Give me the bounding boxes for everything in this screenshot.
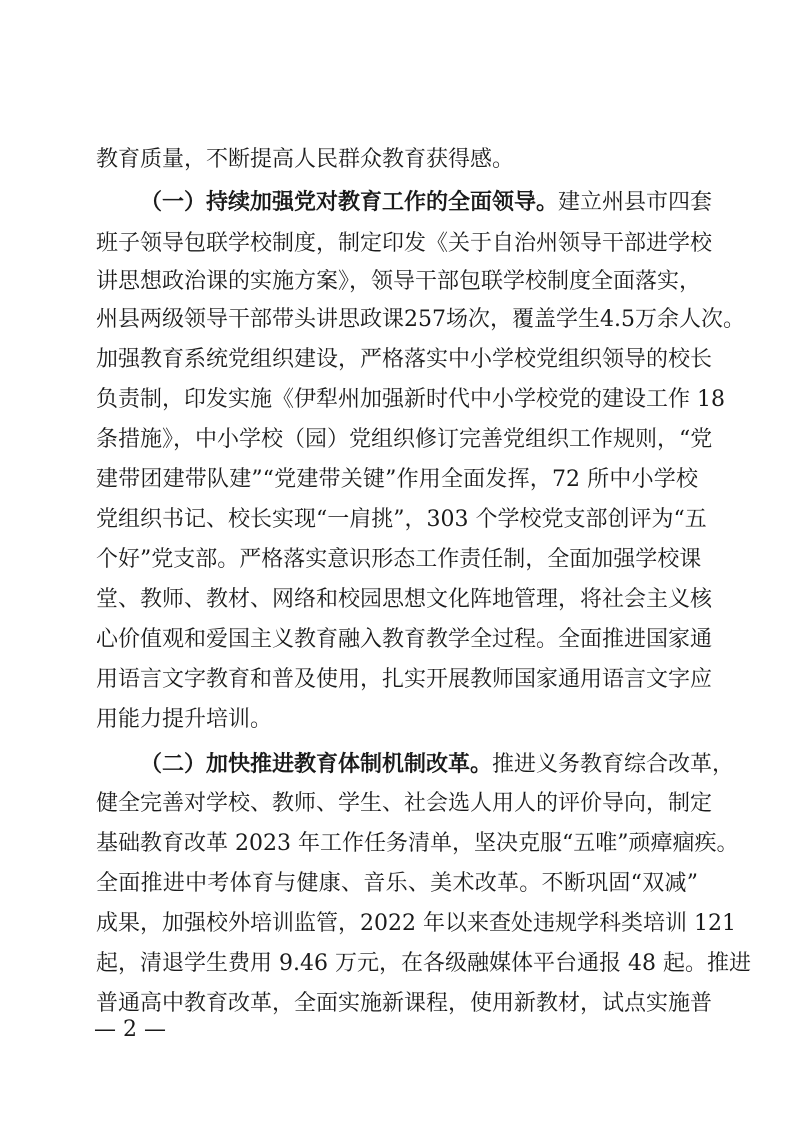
- body-line: 全面推进中考体育与健康、音乐、美术改革。不断巩固“双减”: [96, 871, 698, 896]
- body-line: 州县两级领导干部带头讲思政课257场次，覆盖学生4.5万余人次。: [96, 307, 745, 332]
- body-line: 加强教育系统党组织建设，严格落实中小学校党组织领导的校长: [96, 347, 713, 372]
- section-2-text: 推进义务教育综合改革，: [492, 752, 735, 777]
- body-line: 班子领导包联学校制度，制定印发《关于自治州领导干部进学校: [96, 231, 713, 256]
- body-line: 用语言文字教育和普及使用，扎实开展教师国家通用语言文字应: [96, 667, 713, 692]
- body-line: 基础教育改革 2023 年工作任务清单，坚决克服“五唯”顽瘴痼疾。: [96, 831, 739, 856]
- body-line: 个好”党支部。严格落实意识形态工作责任制，全面加强学校课: [96, 547, 702, 572]
- body-line: 心价值观和爱国主义教育融入教育教学全过程。全面推进国家通: [96, 627, 713, 652]
- section-2-first-line: [140, 744, 735, 784]
- body-line: 讲思想政治课的实施方案》，领导干部包联学校制度全面落实，: [96, 269, 702, 294]
- body-line: 党组织书记、校长实现“一肩挑”，303 个学校党支部创评为“五: [96, 507, 707, 532]
- body-line: 用能力提升培训。: [96, 707, 273, 732]
- body-line: 堂、教师、教材、网络和校园思想文化阵地管理，将社会主义核: [96, 587, 713, 612]
- section-2-heading: （二）加快推进教育体制机制改革。: [140, 751, 493, 777]
- body-line: 起，清退学生费用 9.46 万元，在各级融媒体平台通报 48 起。推进: [96, 951, 751, 976]
- body-line: 条措施》，中小学校（园）党组织修订完善党组织工作规则，“党: [96, 427, 713, 452]
- body-line: 普通高中教育改革，全面实施新课程，使用新教材，试点实施普: [96, 991, 713, 1016]
- body-line: 建带团建带队建”“党建带关键”作用全面发挥，72 所中小学校: [96, 467, 698, 492]
- body-line: 健全完善对学校、教师、学生、社会选人用人的评价导向，制定: [96, 791, 713, 816]
- body-line: 教育质量，不断提高人民群众教育获得感。: [96, 147, 515, 172]
- section-1-first-line: [140, 182, 713, 222]
- body-line: 负责制，印发实施《伊犁州加强新时代中小学校党的建设工作 18: [96, 387, 725, 412]
- section-1-text: 建立州县市四套: [558, 190, 713, 215]
- page-number: — 2 —: [94, 1017, 166, 1042]
- section-1-heading: （一）持续加强党对教育工作的全面领导。: [140, 189, 559, 215]
- body-line: 成果，加强校外培训监管，2022 年以来查处违规学科类培训 121: [96, 911, 736, 936]
